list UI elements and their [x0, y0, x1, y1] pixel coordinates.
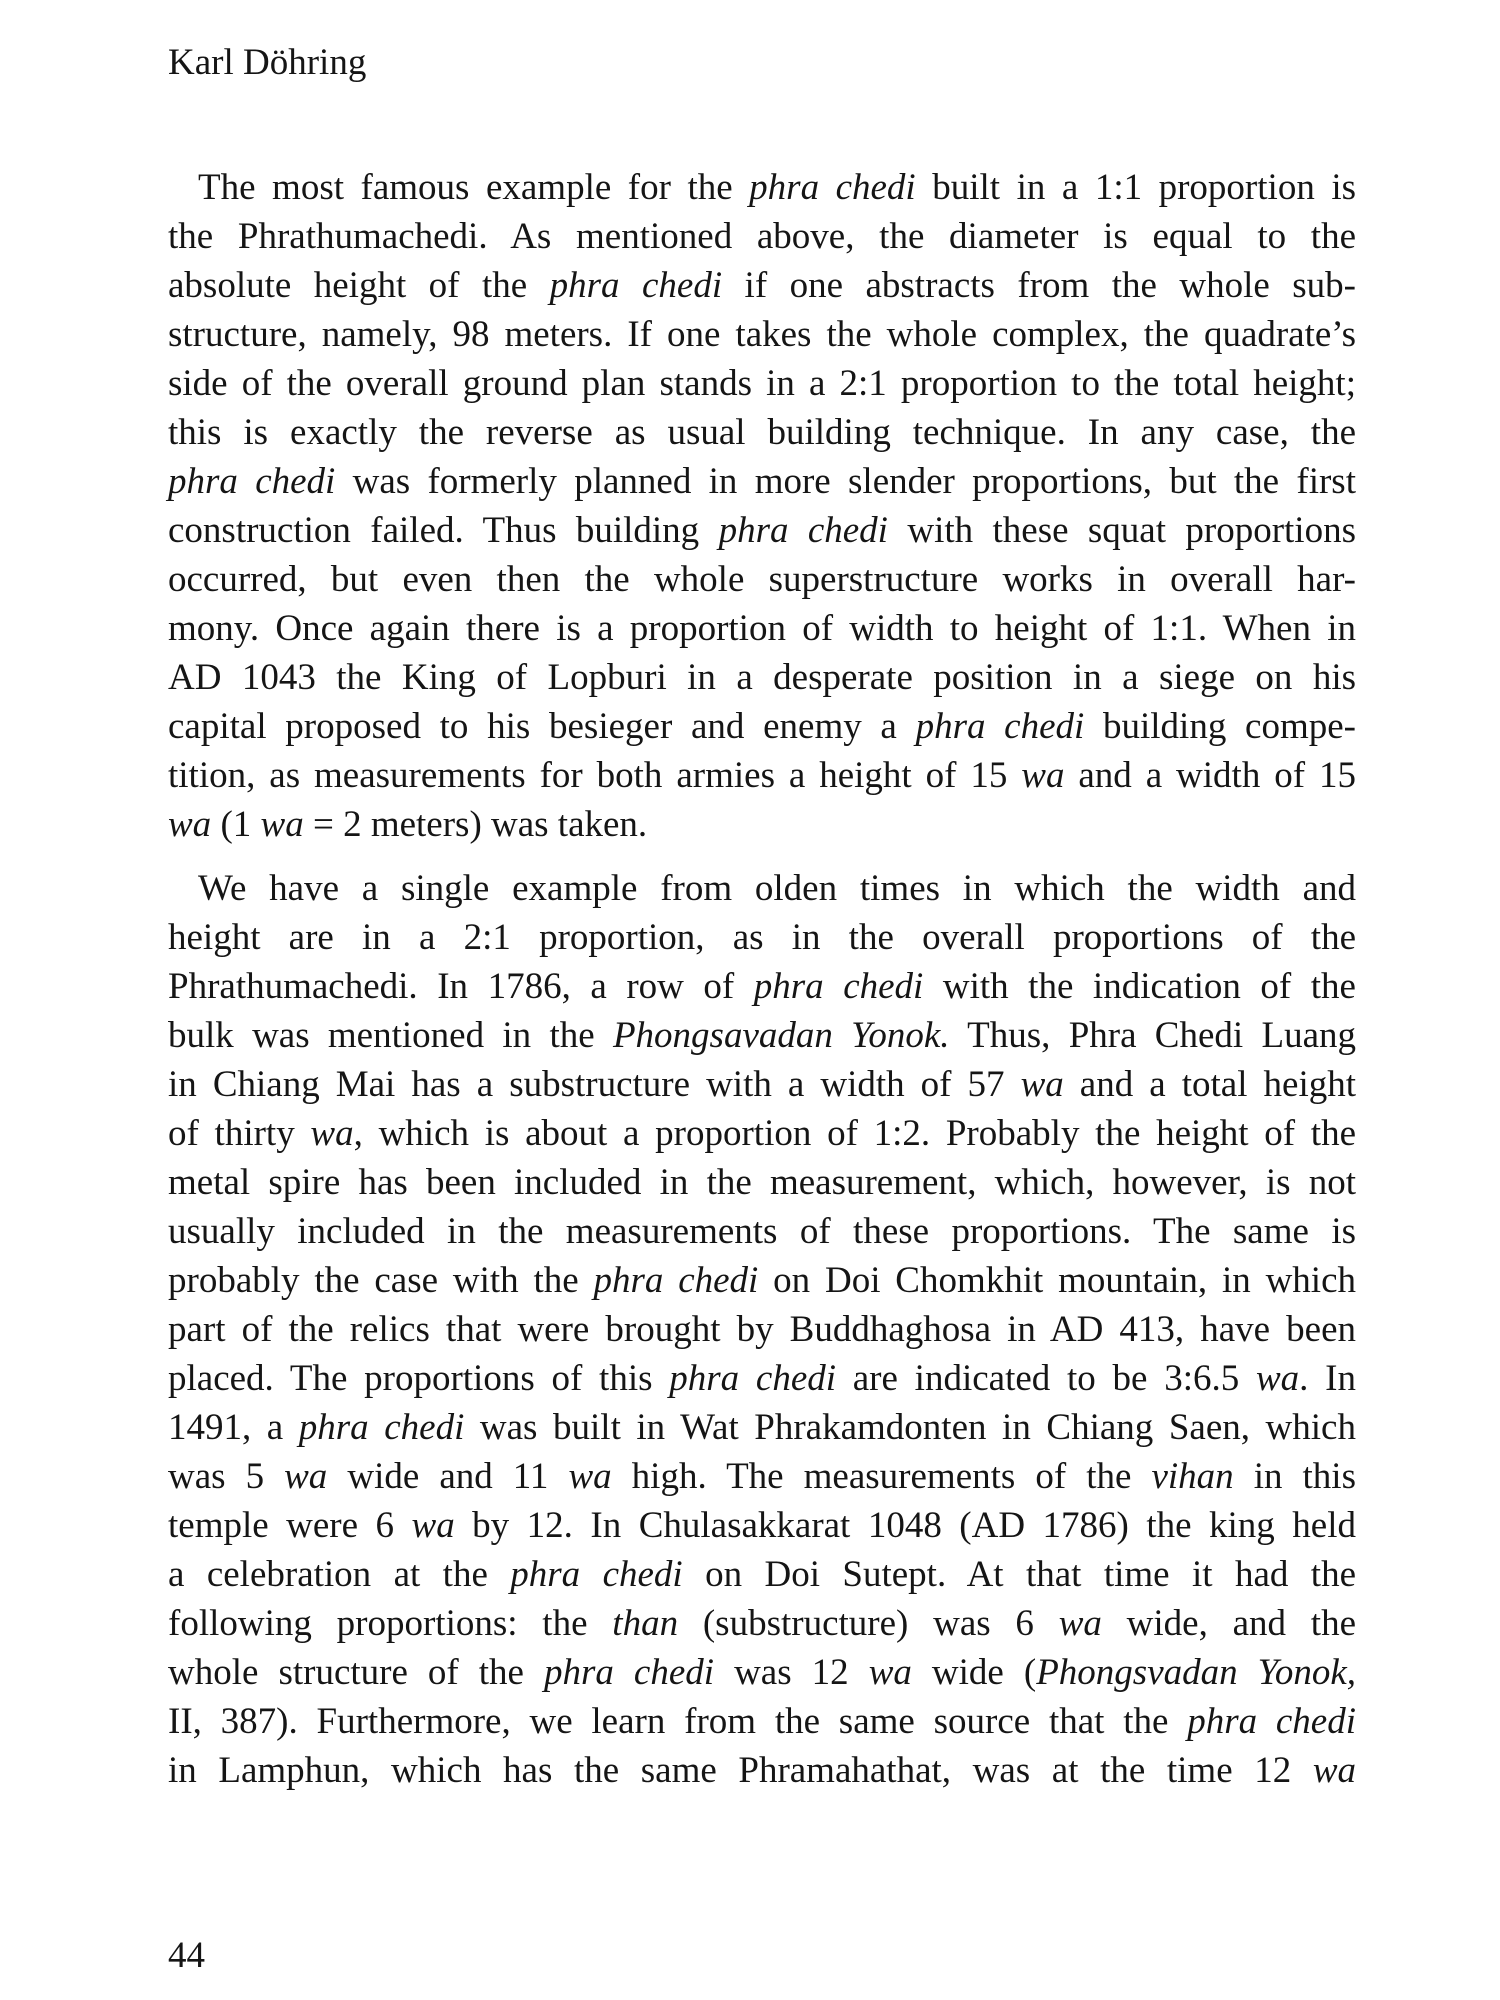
italic-term: phra chedi: [168, 461, 336, 502]
text-run: the Phrathumachedi. As mentioned above, the diameter is equal to the: [168, 216, 1356, 257]
text-run: bulk was mentioned in the: [168, 1015, 613, 1056]
text-line-content: [168, 1256, 1356, 1305]
text-run: We have a single example from olden times in which the width and: [198, 868, 1356, 909]
text-run: (substructure) was 6: [678, 1603, 1059, 1644]
text-line-content: [168, 1697, 1356, 1746]
text-line-content: [168, 913, 1356, 962]
text-line: [168, 310, 1356, 359]
italic-term: phra chedi: [298, 1407, 465, 1448]
text-run: (1: [211, 804, 261, 845]
text-run: wide, and the: [1101, 1603, 1357, 1644]
italic-term: wa: [1312, 1750, 1356, 1791]
text-run: side of the overall ground plan stands in a 2:1 proportion to the total height;: [168, 363, 1356, 404]
text-run: 1491, a: [168, 1407, 299, 1448]
text-line: [168, 359, 1356, 408]
italic-term: Phongsavadan Yonok.: [612, 1015, 950, 1056]
italic-term: phra chedi: [749, 167, 916, 208]
text-run: building compe-: [1084, 706, 1356, 747]
text-line: [168, 962, 1356, 1011]
text-line-content: [168, 1648, 1356, 1697]
text-run: construction failed. Thus building: [168, 510, 719, 551]
text-line-content: [168, 555, 1356, 604]
text-line: [168, 913, 1356, 962]
text-run: probably the case with the: [168, 1260, 594, 1301]
italic-term: than: [612, 1603, 679, 1644]
italic-term: wa: [1058, 1603, 1102, 1644]
text-run: whole structure of the: [168, 1652, 544, 1693]
text-line-content: [168, 1158, 1356, 1207]
text-line: [168, 800, 1356, 849]
text-line: [168, 1403, 1356, 1452]
italic-term: Phongsvadan Yonok,: [1036, 1652, 1356, 1693]
text-line: [168, 1305, 1356, 1354]
text-line: [168, 653, 1356, 702]
italic-term: phra chedi: [669, 1358, 837, 1399]
text-run: in Chiang Mai has a substructure with a width of 57: [168, 1064, 1021, 1105]
text-run: tition, as measurements for both armies a height of 15: [168, 755, 1022, 796]
text-line: [168, 506, 1356, 555]
text-line-content: [168, 1060, 1356, 1109]
text-run: and a width of 15: [1064, 755, 1356, 796]
text-line: [168, 1599, 1356, 1648]
text-run: The most famous example for the: [198, 167, 750, 208]
text-run: and a total height: [1063, 1064, 1357, 1105]
running-head-author: Karl Döhring: [168, 42, 367, 83]
text-run: with the indication of the: [923, 966, 1356, 1007]
text-run: occurred, but even then the whole superstructure works in overall har-: [168, 559, 1356, 600]
text-run: was built in Wat Phrakamdonten in Chiang Saen, which: [464, 1407, 1356, 1448]
text-run: on Doi Chomkhit mountain, in which: [758, 1260, 1357, 1301]
body-text: [168, 163, 1356, 1810]
text-run: in this: [1233, 1456, 1356, 1497]
text-line: [168, 1550, 1356, 1599]
text-run: of thirty: [168, 1113, 311, 1154]
text-line: [168, 604, 1356, 653]
text-line: [168, 1256, 1356, 1305]
text-line-content: [198, 864, 1356, 913]
text-line: [168, 261, 1356, 310]
text-line-content: [168, 653, 1356, 702]
text-line: [168, 163, 1356, 212]
text-run: placed. The proportions of this: [168, 1358, 670, 1399]
text-line-content: [168, 1550, 1356, 1599]
text-run: by 12. In Chulasakkarat 1048 (AD 1786) the king held: [454, 1505, 1356, 1546]
text-line: [168, 1746, 1356, 1795]
text-line: [168, 555, 1356, 604]
text-run: high. The measurements of the: [611, 1456, 1152, 1497]
text-run: usually included in the measurements of these proportions. The same is: [168, 1211, 1356, 1252]
text-run: metal spire has been included in the measurement, which, however, is not: [168, 1162, 1356, 1203]
text-line-content: [168, 1354, 1356, 1403]
italic-term: phra chedi: [718, 510, 888, 551]
italic-term: vihan: [1151, 1456, 1234, 1497]
italic-term: phra chedi: [915, 706, 1085, 747]
italic-term: wa: [1021, 755, 1065, 796]
text-line: [168, 1697, 1356, 1746]
text-run: are indicated to be 3:6.5: [836, 1358, 1256, 1399]
text-run: a celebration at the: [168, 1554, 511, 1595]
text-run: with these squat proportions: [887, 510, 1356, 551]
text-line-content: [168, 604, 1356, 653]
italic-term: wa: [568, 1456, 612, 1497]
text-run: this is exactly the reverse as usual building technique. In any case, the: [168, 412, 1356, 453]
text-line-content: [168, 1109, 1356, 1158]
text-line-content: [168, 506, 1356, 555]
text-line-content: [168, 1403, 1356, 1452]
text-line-content: [168, 702, 1356, 751]
text-run: = 2 meters) was taken.: [303, 804, 648, 845]
text-line-content: [168, 1599, 1356, 1648]
text-line: [168, 408, 1356, 457]
text-run: was 5: [168, 1456, 285, 1497]
italic-term: phra chedi: [753, 966, 924, 1007]
text-run: part of the relics that were brought by Buddhaghosa in AD 413, have been: [168, 1309, 1356, 1350]
text-line: [168, 864, 1356, 913]
italic-term: wa: [868, 1652, 912, 1693]
text-run: AD 1043 the King of Lopburi in a desperate position in a siege on his: [168, 657, 1356, 698]
text-run: in Lamphun, which has the same Phramahathat, was at the time 12: [168, 1750, 1313, 1791]
text-line-content: [168, 261, 1356, 310]
text-line-content: [168, 962, 1356, 1011]
text-run: following proportions: the: [168, 1603, 613, 1644]
text-run: Phrathumachedi. In 1786, a row of: [168, 966, 754, 1007]
text-run: mony. Once again there is a proportion of width to height of 1:1. When in: [168, 608, 1356, 649]
text-run: on Doi Sutept. At that time it had the: [682, 1554, 1356, 1595]
text-run: wide (: [911, 1652, 1037, 1693]
text-line-content: [168, 751, 1356, 800]
text-run: temple were 6: [168, 1505, 412, 1546]
text-line-content: [168, 1501, 1356, 1550]
italic-term: wa: [1020, 1064, 1064, 1105]
italic-term: wa: [260, 804, 304, 845]
text-line-content: [168, 800, 647, 849]
italic-term: wa: [310, 1113, 354, 1154]
text-run: structure, namely, 98 meters. If one takes the whole complex, the quadrate’s: [168, 314, 1356, 355]
text-line-content: [168, 1452, 1356, 1501]
text-line-content: [168, 1746, 1356, 1795]
text-run: capital proposed to his besieger and enemy a: [168, 706, 916, 747]
text-line: [168, 1648, 1356, 1697]
text-line-content: [168, 1207, 1356, 1256]
text-run: height are in a 2:1 proportion, as in the overall proportions of the: [168, 917, 1356, 958]
italic-term: phra chedi: [593, 1260, 759, 1301]
italic-term: wa: [411, 1505, 455, 1546]
paragraph: [168, 864, 1356, 1795]
text-line: [168, 1452, 1356, 1501]
text-line: [168, 1060, 1356, 1109]
text-line-content: [168, 212, 1356, 261]
paragraph: [168, 163, 1356, 849]
text-line-content: [198, 163, 1356, 212]
text-line: [168, 702, 1356, 751]
text-line: [168, 751, 1356, 800]
text-line: [168, 1158, 1356, 1207]
text-line-content: [168, 408, 1356, 457]
italic-term: phra chedi: [549, 265, 723, 306]
text-run: wide and 11: [327, 1456, 569, 1497]
italic-term: phra chedi: [1187, 1701, 1356, 1742]
text-line: [168, 1109, 1356, 1158]
text-line: [168, 457, 1356, 506]
text-line-content: [168, 1011, 1356, 1060]
text-run: built in a 1:1 proportion is: [915, 167, 1357, 208]
text-line-content: [168, 310, 1356, 359]
text-run: if one abstracts from the whole sub-: [722, 265, 1356, 306]
page-number: 44: [168, 1935, 205, 1976]
text-line: [168, 1354, 1356, 1403]
text-line: [168, 1207, 1356, 1256]
text-run: Thus, Phra Chedi Luang: [949, 1015, 1357, 1056]
text-run: II, 387). Furthermore, we learn from the same source that the: [168, 1701, 1188, 1742]
italic-term: wa: [1255, 1358, 1300, 1399]
italic-term: phra chedi: [510, 1554, 683, 1595]
text-line: [168, 212, 1356, 261]
italic-term: wa: [168, 804, 212, 845]
text-run: was 12: [714, 1652, 869, 1693]
text-run: . In: [1299, 1358, 1356, 1399]
text-run: absolute height of the: [168, 265, 550, 306]
text-line-content: [168, 1305, 1356, 1354]
text-line: [168, 1501, 1356, 1550]
italic-term: wa: [284, 1456, 328, 1497]
text-line-content: [168, 359, 1356, 408]
text-run: was formerly planned in more slender proportions, but the first: [335, 461, 1356, 502]
text-line: [168, 1011, 1356, 1060]
italic-term: phra chedi: [544, 1652, 715, 1693]
text-run: , which is about a proportion of 1:2. Probably the height of the: [353, 1113, 1357, 1154]
text-line-content: [168, 457, 1356, 506]
